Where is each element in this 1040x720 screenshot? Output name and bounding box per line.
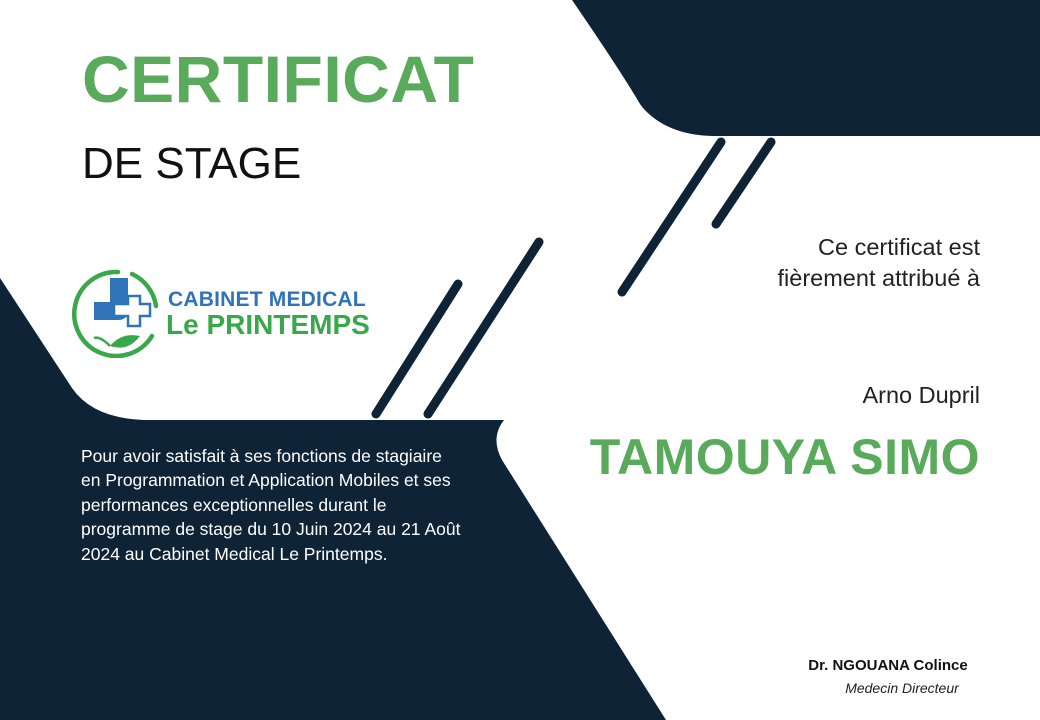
logo-line-2: Le PRINTEMPS <box>166 309 370 340</box>
stripe-4 <box>716 142 771 224</box>
top-right-navy-panel <box>572 0 1040 136</box>
attribution-line-2: fièrement attribué à <box>777 265 980 291</box>
certificate-title: CERTIFICAT <box>82 42 475 116</box>
attribution-line-1: Ce certificat est <box>818 234 980 260</box>
stripe-2 <box>428 242 539 414</box>
logo-line-1: CABINET MEDICAL <box>168 288 366 311</box>
certificate-body-text: Pour avoir satisfait à ses fonctions de stagiaire en Programmation et Application Mobiles et ses performances exceptionnelles durant le programme de stage du 10 Juin 2024 au 21 Août 2024 au Cabinet Medical Le Printemps. <box>81 446 461 564</box>
recipient-first-name: Arno Dupril <box>862 382 980 408</box>
attribution-text <box>680 232 980 294</box>
recipient-last-name: TAMOUYA SIMO <box>589 429 980 485</box>
certificate-subtitle: DE STAGE <box>82 139 302 188</box>
signatory-title: Medecin Directeur <box>845 680 959 696</box>
signatory-name: Dr. NGOUANA Colince <box>808 657 968 674</box>
